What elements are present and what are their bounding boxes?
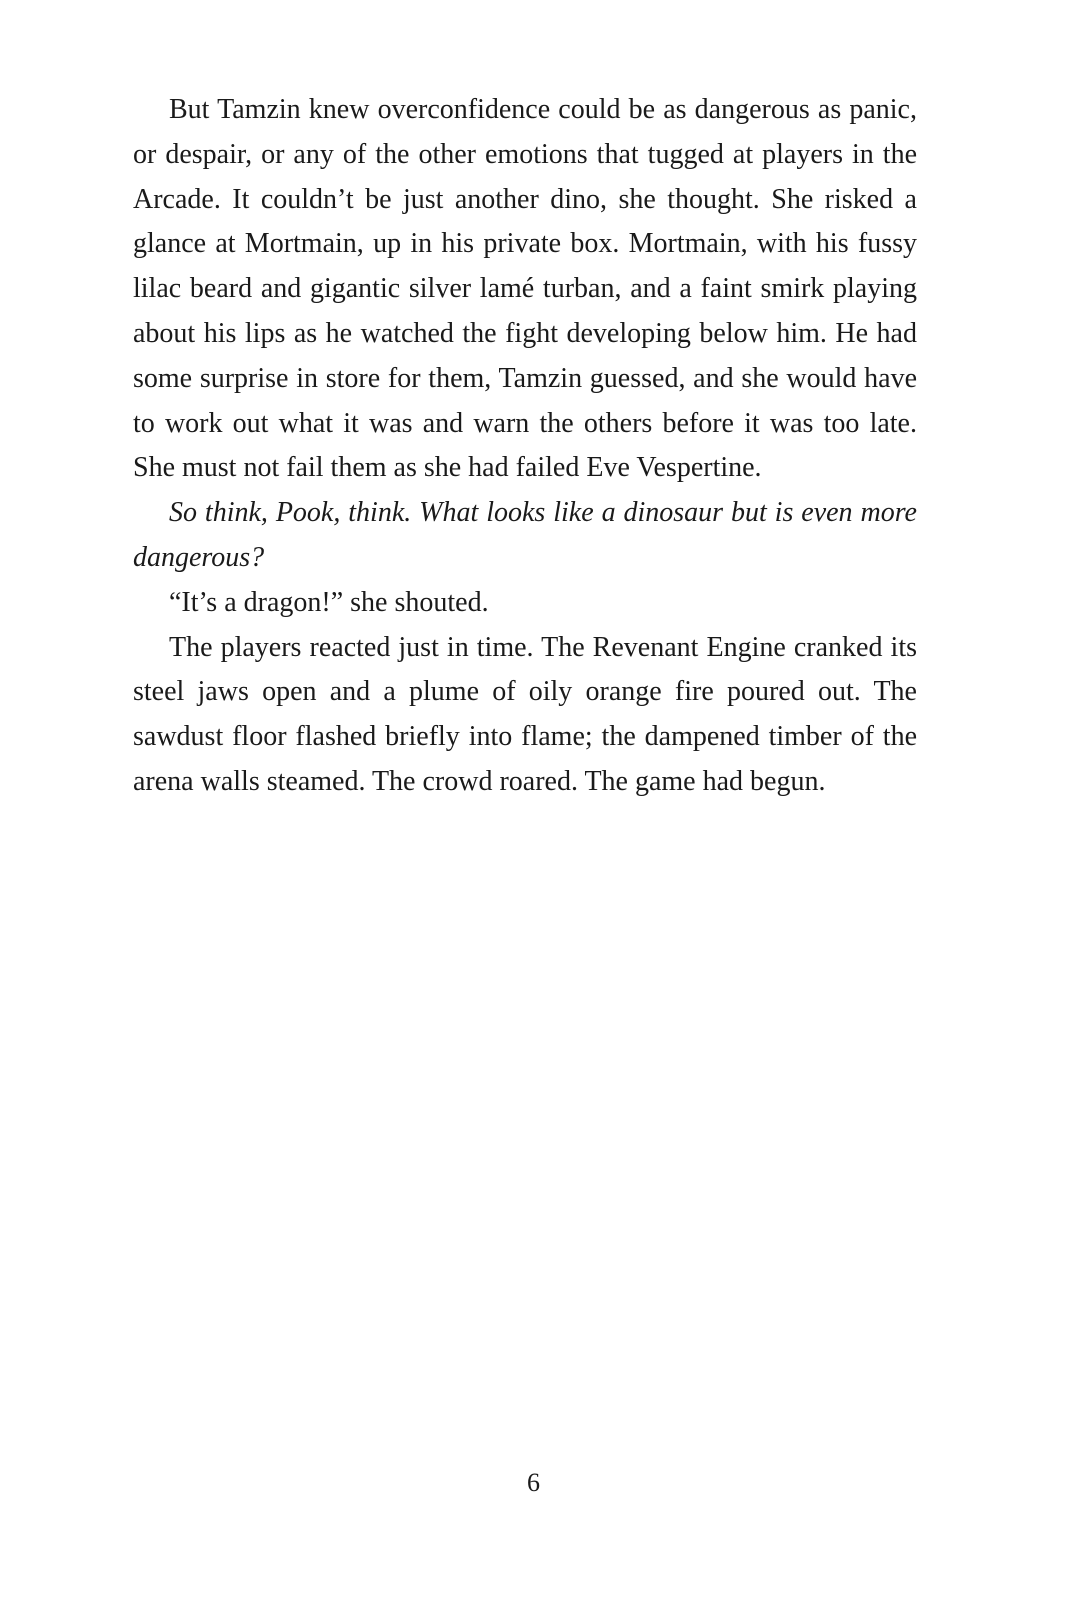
paragraph-1: But Tamzin knew overconfidence could be as dangerous as panic, or despair, or any of the other emotions that tugged at players in the Arcade. It couldn’t be just another dino, she thought. She risked a glance at Mortmain, up in his private box. Mortmain, with his fussy lilac beard and gigantic silver lamé turban, and a faint smirk playing about his lips as he watched the fight developing below him. He had some surprise in store for them, Tamzin guessed, and she would have to work out what it was and warn the others before it was too late. She must not fail them as she had failed Eve Vespertine. [133,94,917,484]
paragraph-2-italic-thought: So think, Pook, think. What looks like a dinosaur but is even more dangerous? [133,497,917,573]
body-text [133,88,917,805]
page-number: 6 [527,1468,540,1497]
paragraph-3-dialogue: “It’s a dragon!” she shouted. [169,586,489,618]
paragraph-4: The players reacted just in time. The Revenant Engine cranked its steel jaws open and a plume of oily orange fire poured out. The sawdust floor flashed briefly into flame; the dampened timber of the arena walls steamed. The crowd roared. The game had begun. [133,631,917,797]
